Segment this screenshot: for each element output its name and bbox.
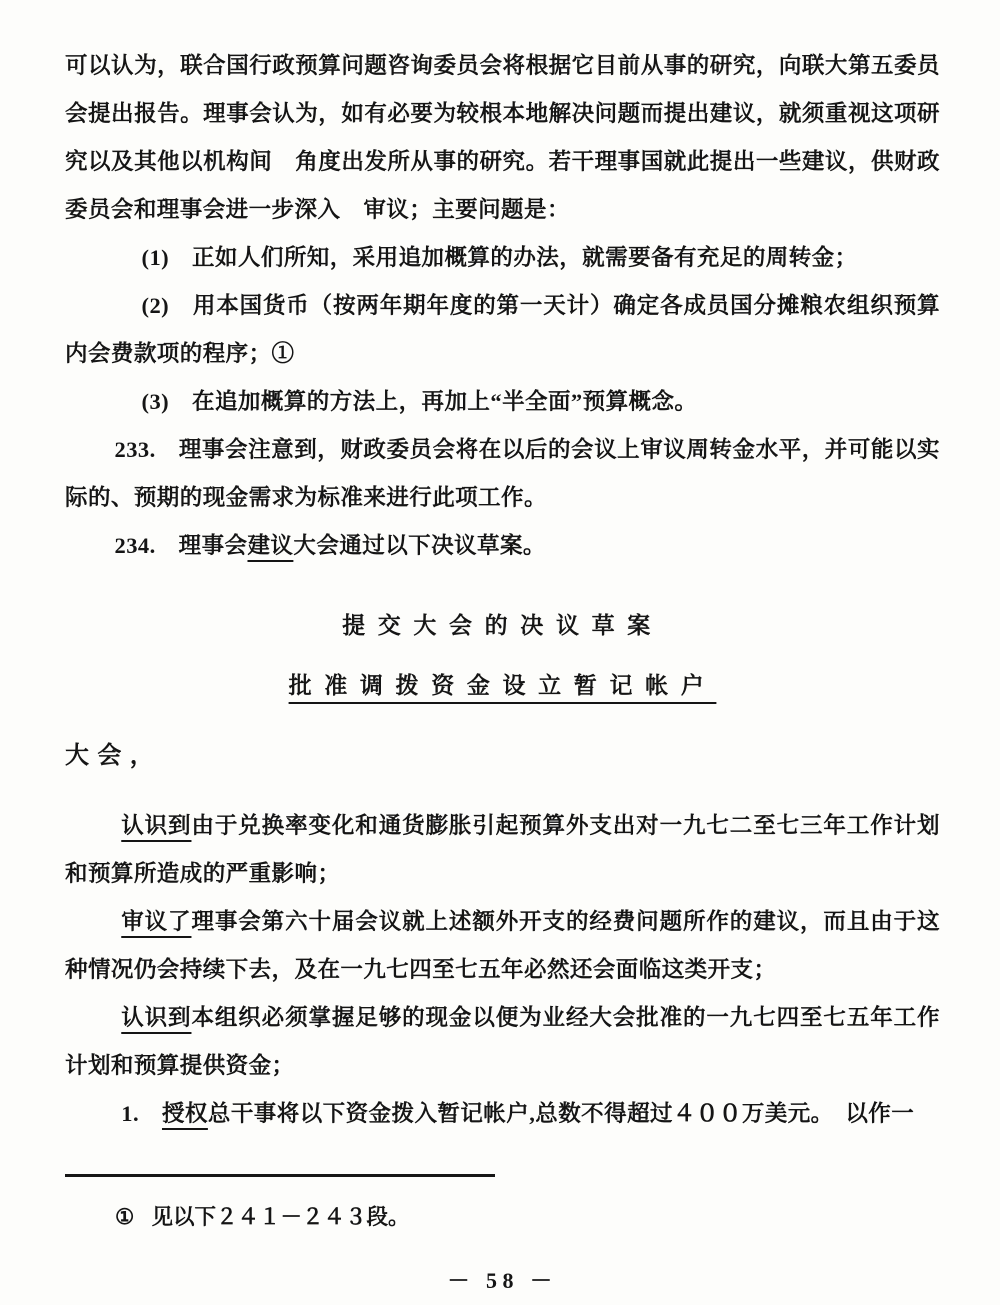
- footnote-text: 见以下２４１－２４３段。: [151, 1205, 410, 1230]
- paragraph-233: 233. 理事会注意到，财政委员会将在以后的会议上审议周转金水平，并可能以实际的、预期的现金需求为标准来进行此项工作。: [65, 437, 940, 510]
- list-item-2: (2) 用本国货币（按两年期年度的第一天计）确定各成员国分摊粮农组织预算内会费款项的程序；①: [65, 293, 940, 366]
- resolution-section-title: 提交大会的决议草案: [342, 613, 663, 638]
- text-run: 理事会第六十届会议就上述额外开支的经费问题所作的建议，而且由于这种情况仍会持续下去，及在一九七四至七五年必然还会面临这类开支；: [65, 909, 940, 983]
- text-run: 1.: [121, 1101, 162, 1127]
- text-run: 总干事将以下资金拨入暂记帐户,总数不得超过４００万美元。 以作一: [207, 1101, 915, 1127]
- underlined-text: 认识到: [121, 1005, 192, 1031]
- clause-recognizing-2: [65, 994, 940, 1090]
- page-number: － 58 －: [447, 1267, 558, 1293]
- text-run: 大会通过以下决议草案。: [293, 533, 546, 558]
- resolution-title: [65, 670, 940, 702]
- text-run: 本组织必须掌握足够的现金以便为业经大会批准的一九七四至七五年工作计划和预算提供资金；: [65, 1005, 940, 1079]
- text-run: 由于兑换率变化和通货膨胀引起预算外支出对一九七二至七三年工作计划和预算所造成的严重影响；: [65, 813, 940, 887]
- paragraph-intro: 可以认为，联合国行政预算问题咨询委员会将根据它目前从事的研究，向联大第五委员会提出报告。理事会认为，如有必要为较根本地解决问题而提出建议，就须重视这项研究以及其他以机构间 角度出发所从事的研究。若干理事国就此提出一些建议，供财政委员会和理事会进一步深入 审议；主要问题是：: [65, 53, 940, 222]
- clause-recognizing-1: [65, 802, 940, 898]
- paragraph-234: [65, 522, 940, 570]
- underlined-text: 建议: [247, 533, 294, 558]
- salutation: 大会，: [65, 743, 163, 770]
- underlined-text: 批准调拨资金设立暂记帐户: [288, 673, 717, 699]
- list-item-1: (1) 正如人们所知，采用追加概算的办法，就需要备有充足的周转金；: [141, 245, 858, 270]
- clause-considered: [65, 898, 940, 994]
- text-run: 234. 理事会: [114, 533, 248, 558]
- underlined-text: 认识到: [121, 813, 192, 839]
- underlined-text: 授权: [161, 1101, 208, 1127]
- footnote-marker: ①: [115, 1205, 135, 1230]
- footnote-separator: [65, 1174, 495, 1177]
- clause-authorize: [65, 1090, 940, 1138]
- footnote: [65, 1201, 940, 1233]
- list-item-3: (3) 在追加概算的方法上，再加上“半全面”预算概念。: [141, 389, 698, 414]
- underlined-text: 审议了: [121, 909, 192, 935]
